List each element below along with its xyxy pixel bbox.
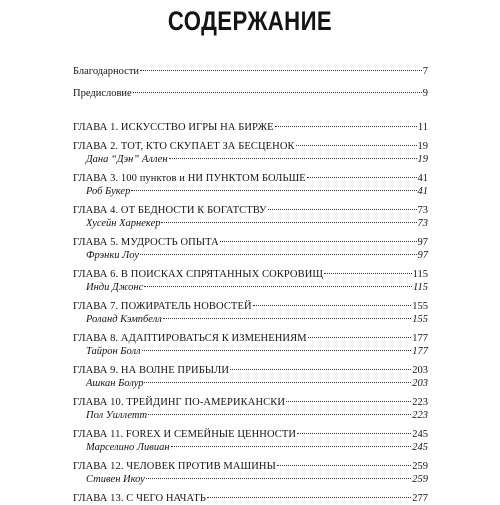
toc-chapter-7[interactable] <box>73 300 428 313</box>
dot-leader <box>169 158 417 159</box>
toc-chapter-author-4[interactable] <box>73 217 428 230</box>
toc-page-number: 177 <box>412 346 428 357</box>
toc-chapter-author-11[interactable] <box>73 441 428 454</box>
toc-chapter-author-12[interactable] <box>73 473 428 486</box>
chapter-author: Роб Букер <box>86 186 131 197</box>
chapter-author: Хусейн Харнекер <box>86 218 161 229</box>
dot-leader <box>296 145 417 146</box>
toc-chapter-2[interactable] <box>73 140 428 153</box>
dot-leader <box>163 318 411 319</box>
toc-entry-label: Благодарности <box>73 66 140 77</box>
toc-entry-preface[interactable] <box>73 87 428 100</box>
chapter-title: ГЛАВА 7. ПОЖИРАТЕЛЬ НОВОСТЕЙ <box>73 301 252 312</box>
chapter-title: ГЛАВА 11. FOREX И СЕМЕЙНЫЕ ЦЕННОСТИ <box>73 429 297 440</box>
dot-leader <box>253 305 412 306</box>
dot-leader <box>286 401 411 402</box>
chapter-list <box>73 121 428 505</box>
toc-chapter-author-10[interactable] <box>73 409 428 422</box>
dot-leader <box>307 177 417 178</box>
toc-page-number: 245 <box>412 442 428 453</box>
chapter-author: Роланд Кэмпбелл <box>86 314 162 325</box>
chapter-author: Дана “Дэн” Аллен <box>86 154 168 165</box>
toc-page-number: 11 <box>417 122 428 133</box>
chapter-title: ГЛАВА 5. МУДРОСТЬ ОПЫТА <box>73 237 219 248</box>
toc-chapter-5[interactable] <box>73 236 428 249</box>
toc-chapter-6[interactable] <box>73 268 428 281</box>
chapter-author: Пол Уиллетт <box>86 410 148 421</box>
dot-leader <box>220 241 417 242</box>
dot-leader <box>275 126 417 127</box>
toc-chapter-9[interactable] <box>73 364 428 377</box>
dot-leader <box>140 254 417 255</box>
chapter-author: Инди Джонс <box>86 282 144 293</box>
toc-chapter-author-7[interactable] <box>73 313 428 326</box>
page-title: СОДЕРЖАНИЕ <box>167 6 333 36</box>
toc-page-number: 203 <box>412 378 428 389</box>
toc-chapter-3[interactable] <box>73 172 428 185</box>
toc-page-number: 41 <box>417 173 428 184</box>
toc-page-number: 115 <box>412 269 428 280</box>
chapter-title: ГЛАВА 1. ИСКУССТВО ИГРЫ НА БИРЖЕ <box>73 122 274 133</box>
toc-entry-label: Предисловие <box>73 88 132 99</box>
chapter-author: Ашкан Болур <box>86 378 144 389</box>
chapter-title: ГЛАВА 9. НА ВОЛНЕ ПРИБЫЛИ <box>73 365 230 376</box>
chapter-title: ГЛАВА 8. АДАПТИРОВАТЬСЯ К ИЗМЕНЕНИЯМ <box>73 333 307 344</box>
chapter-title: ГЛАВА 13. С ЧЕГО НАЧАТЬ <box>73 493 206 504</box>
dot-leader <box>131 190 416 191</box>
toc-page-number: 7 <box>422 66 428 77</box>
toc-page-number: 97 <box>417 237 428 248</box>
chapter-title: ГЛАВА 4. ОТ БЕДНОСТИ К БОГАТСТВУ <box>73 205 267 216</box>
dot-leader <box>230 369 411 370</box>
dot-leader <box>171 446 412 447</box>
dot-leader <box>144 382 411 383</box>
chapter-title: ГЛАВА 12. ЧЕЛОВЕК ПРОТИВ МАШИНЫ <box>73 461 276 472</box>
toc-page-number: 155 <box>412 301 428 312</box>
table-of-contents <box>73 65 428 505</box>
chapter-title: ГЛАВА 2. ТОТ, КТО СКУПАЕТ ЗА БЕСЦЕНОК <box>73 141 295 152</box>
chapter-author: Марселино Ливиан <box>86 442 170 453</box>
toc-page-number: 115 <box>413 282 428 293</box>
chapter-title: ГЛАВА 10. ТРЕЙДИНГ ПО-АМЕРИКАНСКИ <box>73 397 286 408</box>
toc-page-number: 245 <box>412 429 428 440</box>
toc-page-number: 73 <box>417 205 428 216</box>
toc-page-number: 177 <box>412 333 428 344</box>
toc-page-number: 203 <box>412 365 428 376</box>
chapter-author: Стивен Икоу <box>86 474 145 485</box>
chapter-author: Фрэнки Лоу <box>86 250 139 261</box>
dot-leader <box>148 414 411 415</box>
toc-page-number: 9 <box>422 88 428 99</box>
toc-chapter-11[interactable] <box>73 428 428 441</box>
dot-leader <box>268 209 417 210</box>
toc-chapter-8[interactable] <box>73 332 428 345</box>
toc-chapter-1[interactable] <box>73 121 428 134</box>
dot-leader <box>308 337 412 338</box>
toc-page-number: 97 <box>417 250 428 261</box>
toc-page-number: 223 <box>412 397 428 408</box>
toc-page-number: 19 <box>417 154 428 165</box>
dot-leader <box>161 222 416 223</box>
toc-page-number: 41 <box>417 186 428 197</box>
toc-page-number: 223 <box>412 410 428 421</box>
toc-page-number: 155 <box>412 314 428 325</box>
dot-leader <box>142 350 412 351</box>
chapter-title: ГЛАВА 6. В ПОИСКАХ СПРЯТАННЫХ СОКРОВИЩ <box>73 269 324 280</box>
chapter-author: Тайрон Болл <box>86 346 141 357</box>
toc-chapter-10[interactable] <box>73 396 428 409</box>
toc-chapter-author-8[interactable] <box>73 345 428 358</box>
toc-chapter-author-6[interactable] <box>73 281 428 294</box>
toc-chapter-author-2[interactable] <box>73 153 428 166</box>
toc-chapter-4[interactable] <box>73 204 428 217</box>
dot-leader <box>144 286 412 287</box>
toc-page-number: 277 <box>412 493 428 504</box>
toc-chapter-12[interactable] <box>73 460 428 473</box>
dot-leader <box>324 273 412 274</box>
toc-page-number: 259 <box>412 461 428 472</box>
toc-chapter-author-9[interactable] <box>73 377 428 390</box>
toc-page-number: 19 <box>417 141 428 152</box>
dot-leader <box>133 92 422 93</box>
dot-leader <box>140 70 422 71</box>
toc-chapter-13[interactable] <box>73 492 428 505</box>
chapter-title: ГЛАВА 3. 100 пунктов и НИ ПУНКТОМ БОЛЬШЕ <box>73 173 306 184</box>
toc-page-number: 259 <box>412 474 428 485</box>
dot-leader <box>146 478 411 479</box>
toc-entry-acknowledgements[interactable] <box>73 65 428 78</box>
toc-chapter-author-5[interactable] <box>73 249 428 262</box>
dot-leader <box>297 433 411 434</box>
dot-leader <box>207 497 411 498</box>
toc-chapter-author-3[interactable] <box>73 185 428 198</box>
toc-page-number: 73 <box>417 218 428 229</box>
dot-leader <box>277 465 411 466</box>
